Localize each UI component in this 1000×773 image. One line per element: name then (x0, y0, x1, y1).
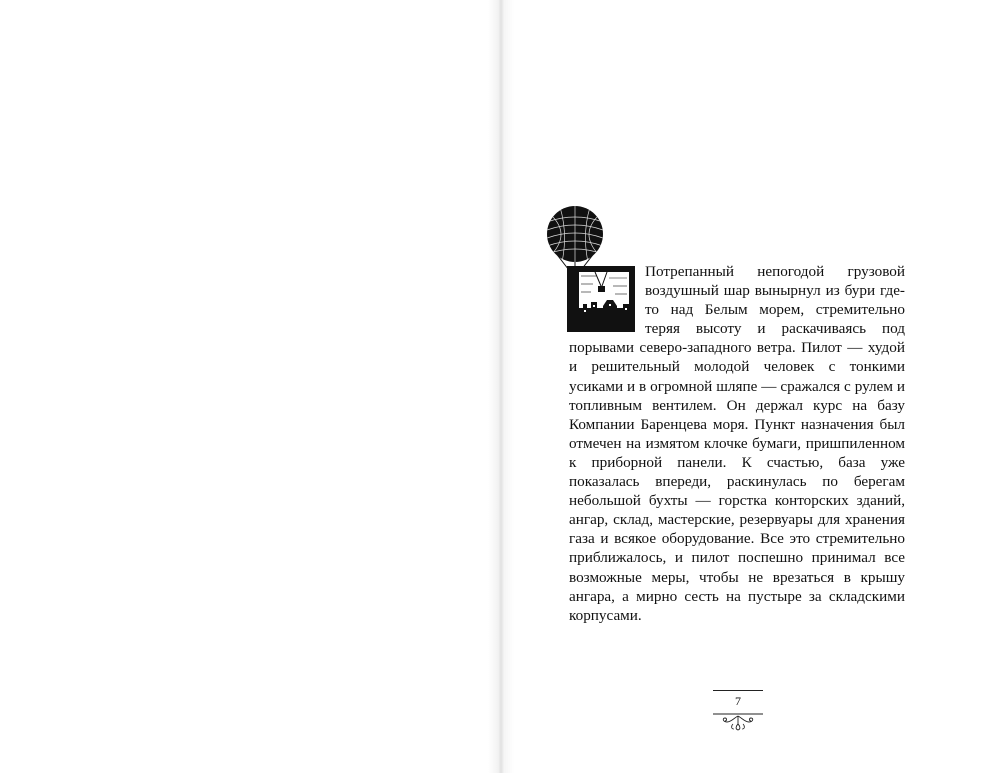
paragraph-text: Потрепанный непогодой грузовой воздушный шар вынырнул из бури где-то над Белым морем, стремительно теряя высоту и раскачиваясь под порывами северо-западного ветра. Пилот — худой и решительный молодой человек с тонкими усиками и в огромной шляпе — сражался с рулем и топливным вентилем. Он держал курс на базу Компании Баренцева моря. Пункт назначения был отмечен на измятом клочке бумаги, пришпиленном к приборной панели. К счастью, база уже показалась впереди, раскинулась по берегам небольшой бухты — горстка конторских зданий, ангар, склад, мастерские, резервуары для хранения газа и всякое оборудование. Все это стремительно приближалось, и пилот поспешно принимал все возможные меры, чтобы не врезаться в крышу ангара, а мирно сесть на пустыре за складскими корпусами. (569, 263, 905, 624)
body-paragraph (569, 262, 905, 625)
folio-rule (713, 690, 763, 691)
page-folio (713, 688, 763, 736)
scroll-ornament-icon (713, 710, 763, 734)
page-number: 7 (735, 694, 741, 708)
right-page (500, 0, 1000, 773)
dropcap-space (569, 262, 645, 334)
